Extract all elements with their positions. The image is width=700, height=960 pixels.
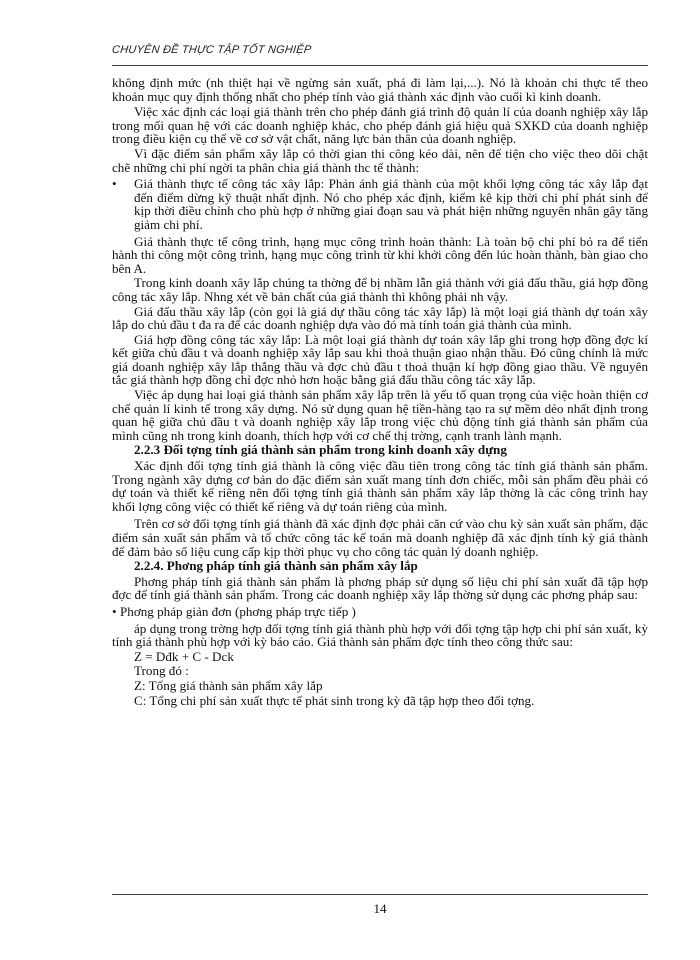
- bullet-item: [112, 177, 648, 231]
- paragraph: không định mức (nh thiệt hại về ngừng sản xuất, phá đi làm lại,...). Nó là khoản chi thực tế theo khoản mục quy định thống nhất cho phép tính vào giá thành xác định vào cuối kì kinh doanh.: [112, 75, 648, 104]
- paragraph: Việc áp dụng hai loại giá thành sản phẩm xây lắp trên là yếu tố quan trọng của việc hoàn thiện cơ chế quản lí kinh tế trong xây dựng. Nó sử dụng quan hệ tiền-hàng tạo ra sự mềm dẻo nhất định trong quan hệ giữa chủ đầu t và doanh nghiệp xây lắp trong việc chủ động tính giá thành sản phẩm của mình cũng nh trong kinh doanh, thích hợp với cơ chế thị trờng, cạnh tranh lành mạnh.: [112, 387, 648, 443]
- paragraph: Việc xác định các loại giá thành trên cho phép đánh giá trình độ quản lí của doanh nghiệp xây lắp trong mối quan hệ với các doanh nghiệp khác, cho phép đánh giá hiệu quả SXKD của doanh nghiệp trong điều kiện cụ thể về cơ sở vật chất, năng lực bản thân của doanh nghiệp.: [112, 104, 648, 147]
- paragraph: Trên cơ sở đối tợng tính giá thành đã xác định đợc phải căn cứ vào chu kỳ sản xuất sản phẩm, đặc điểm sản xuất sản phẩm và tổ chức công tác kế toán mà doanh nghiệp đã xác định tính kỳ giá thành để đảm bảo số liệu cung cấp kịp thời phục vụ cho công tác quản lý doanh nghiệp.: [112, 516, 648, 559]
- document-body: [112, 76, 648, 708]
- page-header-title: CHUYÊN ĐỀ THỰC TẬP TỐT NGHIỆP: [111, 44, 312, 56]
- paragraph: Giá thành thực tế công trình, hạng mục công trình hoàn thành: Là toàn bộ chi phí bỏ ra để tiến hành thi công một công trình, hạng mục công trình từ khi khởi công đến lúc hoàn thành, bàn giao cho bên A.: [112, 233, 648, 276]
- paragraph: áp dụng trong trờng hợp đối tợng tính giá thành phù hợp với đối tợng tập hợp chi phí sản xuất, kỳ tính giá thành phù hợp với kỳ báo cáo. Giá thành sản phẩm đợc tính theo công thức sau:: [112, 620, 648, 650]
- paragraph: C: Tổng chi phí sản xuất thực tế phát sinh trong kỳ đã tập hợp theo đối tợng.: [134, 692, 535, 708]
- section-heading-2-2-3: 2.2.3 Đối tợng tính giá thành sản phẩm trong kinh doanh xây dựng: [134, 442, 507, 458]
- paragraph: Trong đó :: [134, 663, 189, 679]
- bullet-text: Giá thành thực tế công tác xây lắp: Phản ánh giá thành của một khối lợng công tác xây lắp đạt đến điểm dừng kỹ thuật nhất định. Nó cho phép xác định, kiểm kê kịp thời chi phí phát sinh để kịp thời điều chỉnh cho phù hợp ở những giai đoạn sau và phát hiện những nguyên nhân gây tăng giảm chi phí.: [134, 176, 648, 232]
- bullet-item: [112, 605, 648, 619]
- paragraph: Vì đặc điểm sản phẩm xây lắp có thời gian thi công kéo dài, nên để tiện cho việc theo dõi chặt chẽ những chi phí ngời ta phân chia giá thành thc tế thành:: [112, 145, 648, 175]
- paragraph: Trong kinh doanh xây lắp chúng ta thờng để bị nhầm lẫn giá thành với giá đấu thầu, giá hợp đồng công tác xây lắp. Nhng xét về bản chất của giá thành thì không phải nh vậy.: [112, 275, 648, 304]
- page-number: 14: [373, 901, 387, 916]
- bullet-text: Phơng pháp giản đơn (phơng pháp trực tiếp ): [120, 603, 356, 619]
- formula: Z = Dđk + C - Dck: [134, 648, 234, 664]
- paragraph: Giá đấu thầu xây lắp (còn gọi là giá dự thầu công tác xây lắp) là một loại giá thành dự toán xây lắp do chủ đầu t đa ra để các doanh nghiệp dựa vào đó mà tính toán giá thành của mình.: [112, 303, 648, 333]
- section-heading-2-2-4: 2.2.4. Phơng pháp tính giá thành sản phẩm xây lắp: [134, 558, 418, 574]
- paragraph: Giá hợp đồng công tác xây lắp: Là một loại giá thành dự toán xây lắp ghi trong hợp đồng đợc kí kết giữa chủ đầu t và doanh nghiệp xây lắp sau khi thoả thuận giao nhận thầu. Đó cũng chính là mức giá doanh nghiệp xây lắp thắng thầu và đợc chủ đầu t thoả thuận kí hợp đồng giao thầu. Về nguyên tắc giá thành hợp đồng chỉ đợc nhỏ hơn hoặc bằng giá đấu thầu công tác xây lắp.: [112, 331, 648, 388]
- footer-divider: [112, 894, 648, 895]
- paragraph: Z: Tổng giá thành sản phẩm xây lắp: [134, 677, 323, 693]
- bullet-icon: •: [112, 176, 117, 192]
- bullet-icon: •: [112, 603, 117, 619]
- paragraph: Phơng pháp tính giá thành sản phẩm là phơng pháp sử dụng số liệu chi phí sản xuất đã tập hợp đợc để tính giá thành sản phẩm. Trong các doanh nghiệp xây lắp thờng sử dụng các phơng pháp sau:: [112, 573, 648, 603]
- paragraph: Xác định đối tợng tính giá thành là công việc đầu tiên trong công tác tính giá thành sản phẩm. Trong ngành xây dựng cơ bản do đặc điểm sản xuất mang tính đơn chiếc, mỗi sản phẩm đều phải có dự toán và thiết kế riêng nên đối tợng tính giá thành sản phẩm xây lắp thờng là các công trình hay khối lợng công việc có thiết kế riêng và dự toán riêng của mình.: [112, 458, 648, 514]
- header-divider: [112, 65, 648, 66]
